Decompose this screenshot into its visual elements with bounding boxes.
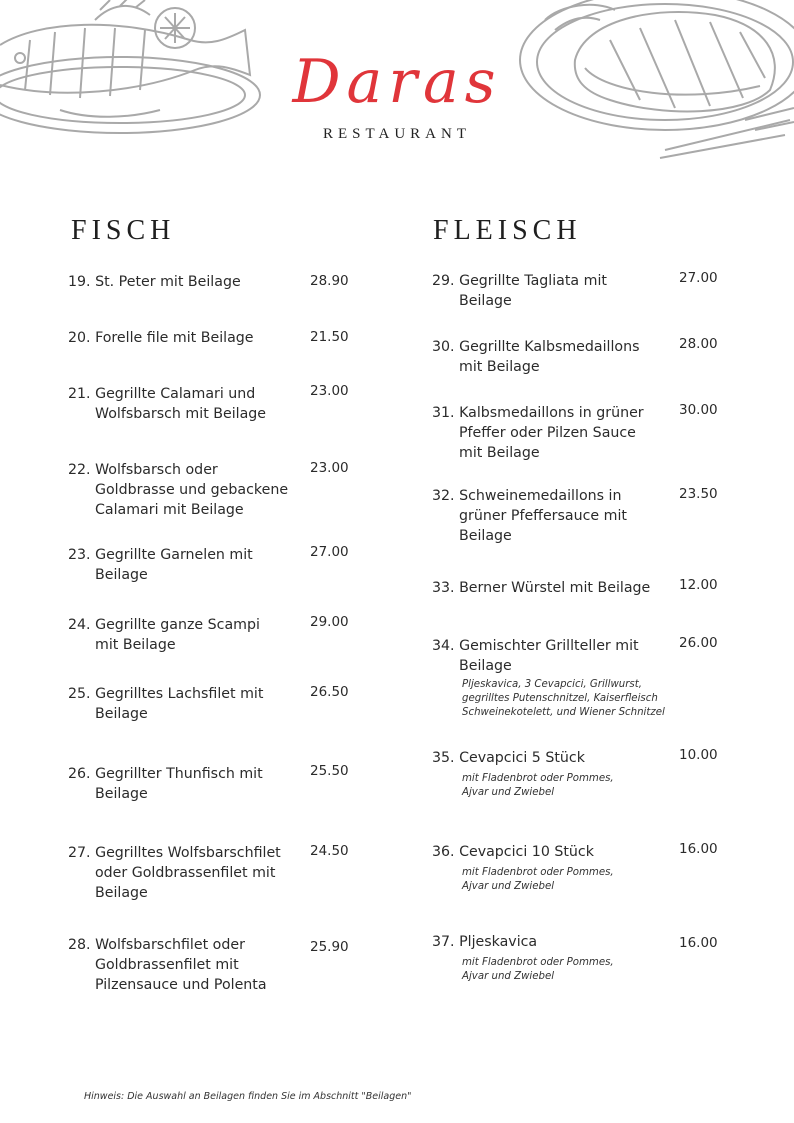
menu-item <box>68 384 327 424</box>
menu-item-name: 23. Gegrillte Garnelen mit Beilage <box>68 547 253 583</box>
menu-item-name: 27. Gegrilltes Wolfsbarschfilet oder Goldbrassenfilet mit Beilage <box>68 845 281 901</box>
menu-item-price: 10.00 <box>679 747 718 763</box>
menu-item-name: 31. Kalbsmedaillons in grüner Pfeffer oder Pilzen Sauce mit Beilage <box>432 405 644 461</box>
menu-item <box>432 337 691 377</box>
menu-item-name: 30. Gegrillte Kalbsmedaillons mit Beilage <box>432 339 640 375</box>
menu-item-note: mit Fladenbrot oder Pommes, Ajvar und Zwiebel <box>462 957 614 982</box>
brand-header <box>0 47 794 143</box>
menu-item-price: 27.00 <box>679 270 718 286</box>
menu-item-name: 22. Wolfsbarsch oder Goldbrasse und gebackene Calamari mit Beilage <box>68 462 289 518</box>
section-heading-fleisch: FLEISCH <box>433 215 582 246</box>
menu-item-price: 23.50 <box>679 486 718 502</box>
menu-item <box>432 636 691 720</box>
menu-item-note: Pljeskavica, 3 Cevapcici, Grillwurst, gegrilltes Putenschnitzel, Kaiserfleisch Schweinekotelett, und Wiener Schnitzel <box>462 679 665 718</box>
menu-item <box>432 932 691 984</box>
menu-item-name: 34. Gemischter Grillteller mit Beilage <box>432 638 639 674</box>
menu-item-name: 36. Cevapcici 10 Stück <box>432 844 594 860</box>
menu-item <box>68 615 327 655</box>
section-heading-fisch: FISCH <box>71 215 176 246</box>
menu-item <box>432 748 691 800</box>
menu-item-price: 24.50 <box>310 843 349 859</box>
menu-item <box>68 272 327 292</box>
menu-item <box>68 460 327 520</box>
menu-item-price: 16.00 <box>679 841 718 857</box>
menu-item-price: 25.50 <box>310 763 349 779</box>
menu-item <box>432 486 691 546</box>
menu-item-name: 29. Gegrillte Tagliata mit Beilage <box>432 273 607 309</box>
menu-item-price: 28.00 <box>679 336 718 352</box>
menu-item <box>432 842 691 894</box>
menu-item-price: 29.00 <box>310 614 349 630</box>
menu-item-name: 24. Gegrillte ganze Scampi mit Beilage <box>68 617 260 653</box>
menu-item-name: 20. Forelle file mit Beilage <box>68 330 254 346</box>
menu-item-name: 28. Wolfsbarschfilet oder Goldbrassenfilet mit Pilzensauce und Polenta <box>68 937 267 993</box>
menu-item-name: 19. St. Peter mit Beilage <box>68 274 241 290</box>
menu-item-note: mit Fladenbrot oder Pommes, Ajvar und Zwiebel <box>462 773 614 798</box>
menu-item-price: 28.90 <box>310 273 349 289</box>
menu-item-price: 12.00 <box>679 577 718 593</box>
menu-item-price: 30.00 <box>679 402 718 418</box>
menu-item-price: 27.00 <box>310 544 349 560</box>
menu-item <box>68 935 327 995</box>
menu-item <box>432 578 709 598</box>
menu-item-price: 23.00 <box>310 383 349 399</box>
menu-item-name: 26. Gegrillter Thunfisch mit Beilage <box>68 766 263 802</box>
menu-item <box>432 271 691 311</box>
menu-item-name: 35. Cevapcici 5 Stück <box>432 750 585 766</box>
menu-item-name: 25. Gegrilltes Lachsfilet mit Beilage <box>68 686 264 722</box>
menu-item-name: 21. Gegrillte Calamari und Wolfsbarsch mit Beilage <box>68 386 267 422</box>
menu-item-price: 26.50 <box>310 684 349 700</box>
footnote: Hinweis: Die Auswahl an Beilagen finden Sie im Abschnitt "Beilagen" <box>84 1091 412 1102</box>
menu-item-price: 23.00 <box>310 460 349 476</box>
menu-item <box>68 684 327 724</box>
menu-item-price: 25.90 <box>310 939 349 955</box>
menu-item-note: mit Fladenbrot oder Pommes, Ajvar und Zwiebel <box>462 867 614 892</box>
menu-item-name: 37. Pljeskavica <box>432 934 538 950</box>
menu-item-name: 33. Berner Würstel mit Beilage <box>432 580 651 596</box>
restaurant-logo: Daras <box>292 47 502 117</box>
menu-item <box>68 328 327 348</box>
menu-item <box>68 843 345 903</box>
menu-item-price: 21.50 <box>310 329 349 345</box>
restaurant-subtitle: RESTAURANT <box>323 126 471 142</box>
menu-item <box>432 403 691 463</box>
menu-item-name: 32. Schweinemedaillons in grüner Pfeffersauce mit Beilage <box>432 488 627 544</box>
menu-item-price: 16.00 <box>679 935 718 951</box>
menu-item <box>68 764 327 804</box>
menu-item <box>68 545 327 585</box>
menu-item-price: 26.00 <box>679 635 718 651</box>
